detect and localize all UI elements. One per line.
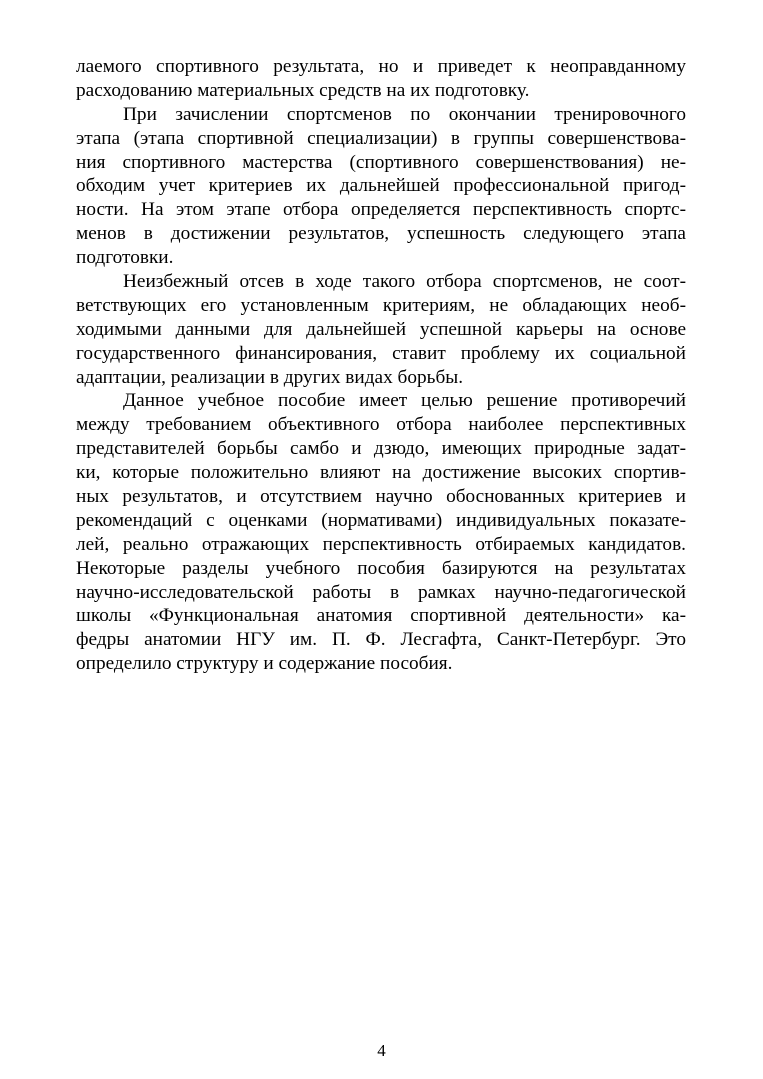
text-line: между требованием объективного отбора наиболее перспективных [76,414,686,436]
page-number: 4 [377,1041,386,1060]
paragraph-dropout [76,270,686,389]
text-line: определило структуру и содержание пособия. [76,653,453,675]
text-line: При зачислении спортсменов по окончании тренировочного [123,103,686,125]
text-line: ветствующих его установленным критериям, не обладающих необ- [76,294,686,316]
text-line: ходимыми данными для дальнейшей успешной карьеры на основе [76,318,686,340]
text-line: рекомендаций с оценками (нормативами) индивидуальных показате- [76,509,686,531]
text-line: ки, которые положительно влияют на достижение высоких спортив- [76,462,686,484]
text-line: ности. На этом этапе отбора определяется перспективность спортс- [76,199,686,221]
body-text [76,55,686,676]
text-line: представителей борьбы самбо и дзюдо, имеющих природные задат- [76,438,686,460]
text-line: адаптации, реализации в других видах борьбы. [76,366,464,388]
text-line: Неизбежный отсев в ходе такого отбора спортсменов, не соот- [123,271,686,293]
text-line: ния спортивного мастерства (спортивного совершенствования) не- [76,151,686,173]
text-line: ных результатов, и отсутствием научно обоснованных критериев и [76,486,686,508]
text-line: Некоторые разделы учебного пособия базируются на результатах [76,557,686,579]
paragraph-enrollment [76,103,686,270]
text-line: лаемого спортивного результата, но и приведет к неоправданному [76,56,686,77]
paragraph-purpose [76,389,686,676]
text-line: федры анатомии НГУ им. П. Ф. Лесгафта, Санкт-Петербург. Это [76,629,686,651]
text-line: лей, реально отражающих перспективность отбираемых кандидатов. [76,533,686,555]
text-line: научно-исследовательской работы в рамках научно-педагогической [76,581,686,603]
text-line: государственного финансирования, ставит проблему их социальной [76,342,686,364]
paragraph-continuation [76,55,686,103]
text-line: подготовки. [76,247,174,269]
text-line: этапа (этапа спортивной специализации) в группы совершенствова- [76,127,686,149]
text-line: Данное учебное пособие имеет целью решение противоречий [123,390,686,412]
text-line: школы «Функциональная анатомия спортивной деятельности» ка- [76,605,686,627]
text-line: расходованию материальных средств на их подготовку. [76,79,530,101]
text-line: менов в достижении результатов, успешность следующего этапа [76,223,686,245]
text-line: обходим учет критериев их дальнейшей профессиональной пригод- [76,175,686,197]
